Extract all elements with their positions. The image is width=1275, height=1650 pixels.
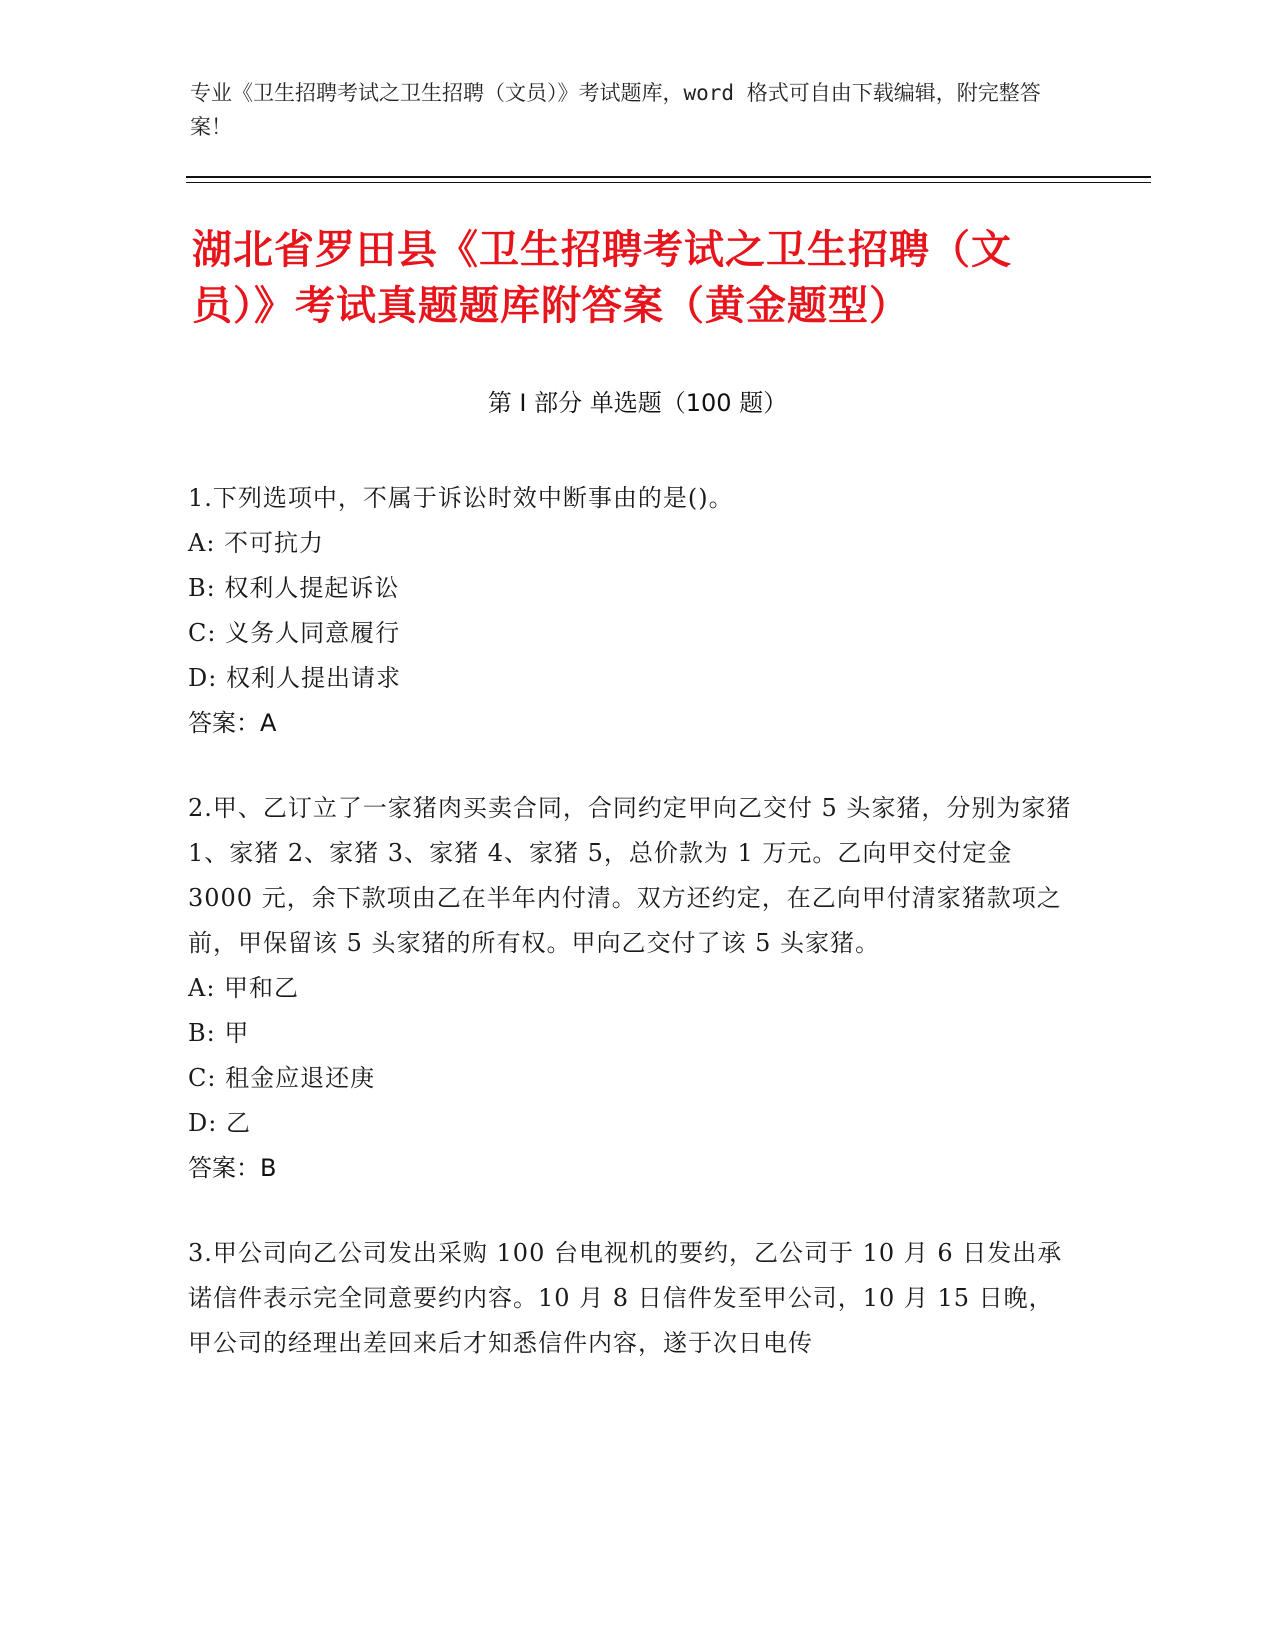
question-2 bbox=[188, 786, 1078, 1191]
option-c: C: 租金应退还庚 bbox=[188, 1064, 376, 1092]
option-b: B: 权利人提起诉讼 bbox=[188, 574, 400, 602]
question-stem: 3.甲公司向乙公司发出采购 100 台电视机的要约，乙公司于 10 月 6 日发出承诺信件表示完全同意要约内容。10 月 8 日信件发至甲公司，10 月 15 日晚，甲公司的经理出差回来后才知悉信件内容，遂于次日电传 bbox=[188, 1239, 1063, 1357]
question-3 bbox=[188, 1231, 1078, 1366]
option-d: D: 权利人提出请求 bbox=[188, 664, 401, 692]
question-list bbox=[188, 476, 1078, 1406]
question-stem: 2.甲、乙订立了一家猪肉买卖合同，合同约定甲向乙交付 5 头家猪，分别为家猪 1、家猪 2、家猪 3、家猪 4、家猪 5，总价款为 1 万元。乙向甲交付定金 3000 元，余下款项由乙在半年内付清。双方还约定，在乙向甲付清家猪款项之前，甲保留该 5 头家猪的所有权。甲向乙交付了该 5 头家猪。 bbox=[188, 794, 1072, 957]
option-b: B: 甲 bbox=[188, 1019, 250, 1047]
header-divider-thick bbox=[186, 176, 1151, 178]
document-title: 湖北省罗田县《卫生招聘考试之卫生招聘（文员）》考试真题题库附答案（黄金题型） bbox=[192, 227, 1012, 329]
question-1 bbox=[188, 476, 1078, 746]
answer: 答案：A bbox=[188, 709, 277, 737]
section-heading: 第 I 部分 单选题（100 题） bbox=[487, 389, 788, 417]
option-d: D: 乙 bbox=[188, 1109, 251, 1137]
header-note: 专业《卫生招聘考试之卫生招聘（文员）》考试题库，word 格式可自由下载编辑，附完整答案！ bbox=[190, 81, 1041, 139]
question-stem: 1.下列选项中，不属于诉讼时效中断事由的是()。 bbox=[188, 484, 734, 512]
option-a: A: 不可抗力 bbox=[188, 529, 325, 557]
option-a: A: 甲和乙 bbox=[188, 974, 300, 1002]
option-c: C: 义务人同意履行 bbox=[188, 619, 401, 647]
header-divider-thin bbox=[186, 182, 1151, 183]
answer: 答案：B bbox=[188, 1154, 277, 1182]
